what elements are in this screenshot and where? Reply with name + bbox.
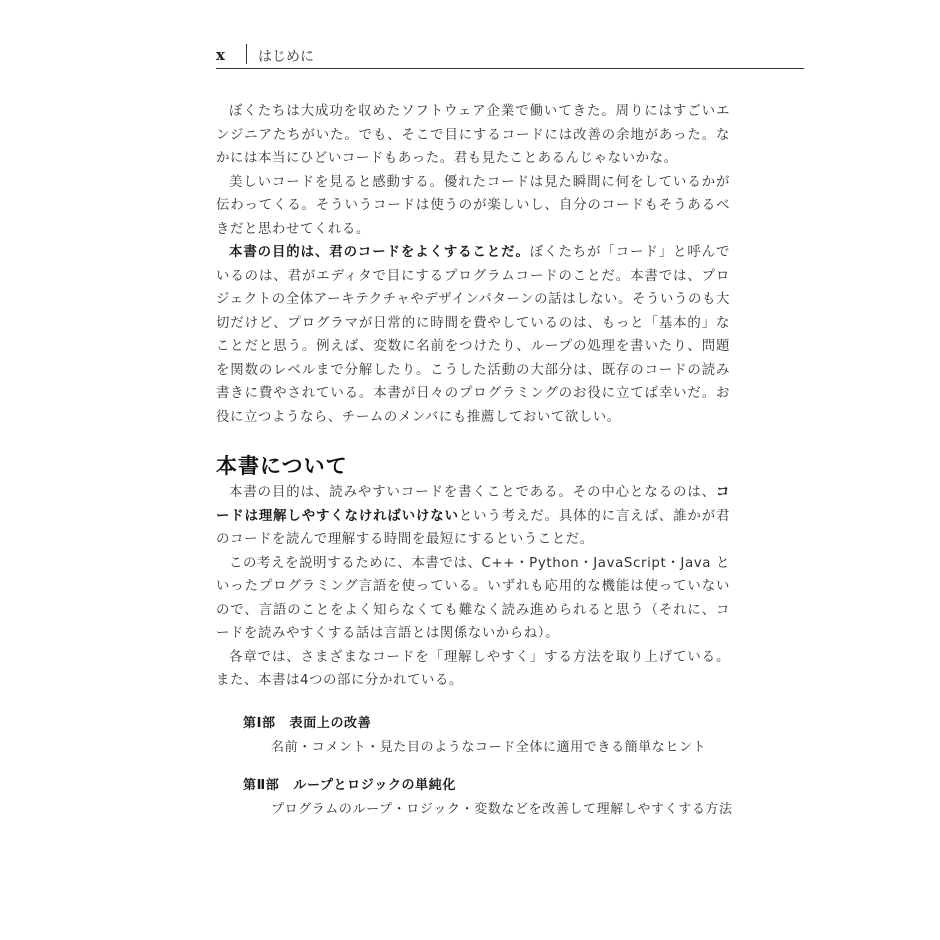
section-paragraph-2: この考えを説明するために、本書では、C++・Python・JavaScript・Java といったプログラミング言語を使っている。いずれも応用的な機能は使っていないので、言語のことをよく知らなくても難なく読み進められると思う（それに、コードを読みやすくする話は言語とは関係ないからね）。 xyxy=(216,555,730,641)
page-number: x xyxy=(216,46,225,64)
part-item xyxy=(243,712,743,760)
header-separator xyxy=(246,44,247,64)
part-description: 名前・コメント・見た目のようなコード全体に適用できる簡単なヒント xyxy=(271,740,707,755)
section-heading: 本書について xyxy=(216,454,348,478)
part-item xyxy=(243,774,743,822)
intro-emphasis: 本書の目的は、君のコードをよくすることだ。 xyxy=(229,245,530,260)
section-paragraph-1 xyxy=(216,481,730,552)
section-emphasis: コードは理解しやすくなければいけない xyxy=(216,485,730,524)
part-name: ループとロジックの単純化 xyxy=(293,778,456,793)
part-title xyxy=(243,712,743,736)
section-text xyxy=(216,481,730,693)
intro-paragraph-3-rest: ぼくたちが「コード」と呼んでいるのは、君がエディタで目にするプログラムコードのことだ。本書では、プロジェクトの全体アーキテクチャやデザインパターンの話はしない。そういうのも大切だけど、プログラマが日常的に時間を費やしているのは、もっと「基本的」なことだと思う。例えば、変数に名前をつけたり、ループの処理を書いたり、問題を関数のレベルまで分解したり。こうした活動の大部分は、既存のコードの読み書きに費やされている。本書が日々のプログラミングのお役に立てば幸いだ。お役に立つようなら、チームのメンバにも推薦しておいて欲しい。 xyxy=(216,245,730,425)
chapter-title: はじめに xyxy=(258,49,314,65)
intro-text xyxy=(216,100,730,429)
running-header xyxy=(216,44,804,69)
part-name: 表面上の改善 xyxy=(289,716,372,731)
intro-paragraph-1: ぼくたちは大成功を収めたソフトウェア企業で働いてきた。周りにはすごいエンジニアたちがいた。でも、そこで目にするコードには改善の余地があった。なかには本当にひどいコードもあった。君も見たことあるんじゃないかな。 xyxy=(216,104,730,166)
part-title xyxy=(243,774,743,798)
section-paragraph-1-a: 本書の目的は、読みやすいコードを書くことである。その中心となるのは、 xyxy=(229,485,716,500)
section-paragraph-1-b: という考えだ。具体的に言えば、誰かが君のコードを読んで理解する時間を最短にするということだ。 xyxy=(216,508,730,547)
part-number: 第Ⅰ部 xyxy=(243,716,276,731)
parts-list xyxy=(243,712,743,836)
part-description: プログラムのループ・ロジック・変数などを改善して理解しやすくする方法 xyxy=(271,802,733,817)
intro-paragraph-2: 美しいコードを見ると感動する。優れたコードは見た瞬間に何をしているかが伝わってくる。そういうコードは使うのが楽しいし、自分のコードもそうあるべきだと思わせてくれる。 xyxy=(216,174,730,237)
section-paragraph-3: 各章では、さまざまなコードを「理解しやすく」する方法を取り上げている。また、本書は4つの部に分かれている。 xyxy=(216,649,730,688)
intro-paragraph-3 xyxy=(216,241,730,429)
part-number: 第Ⅱ部 xyxy=(243,778,280,793)
